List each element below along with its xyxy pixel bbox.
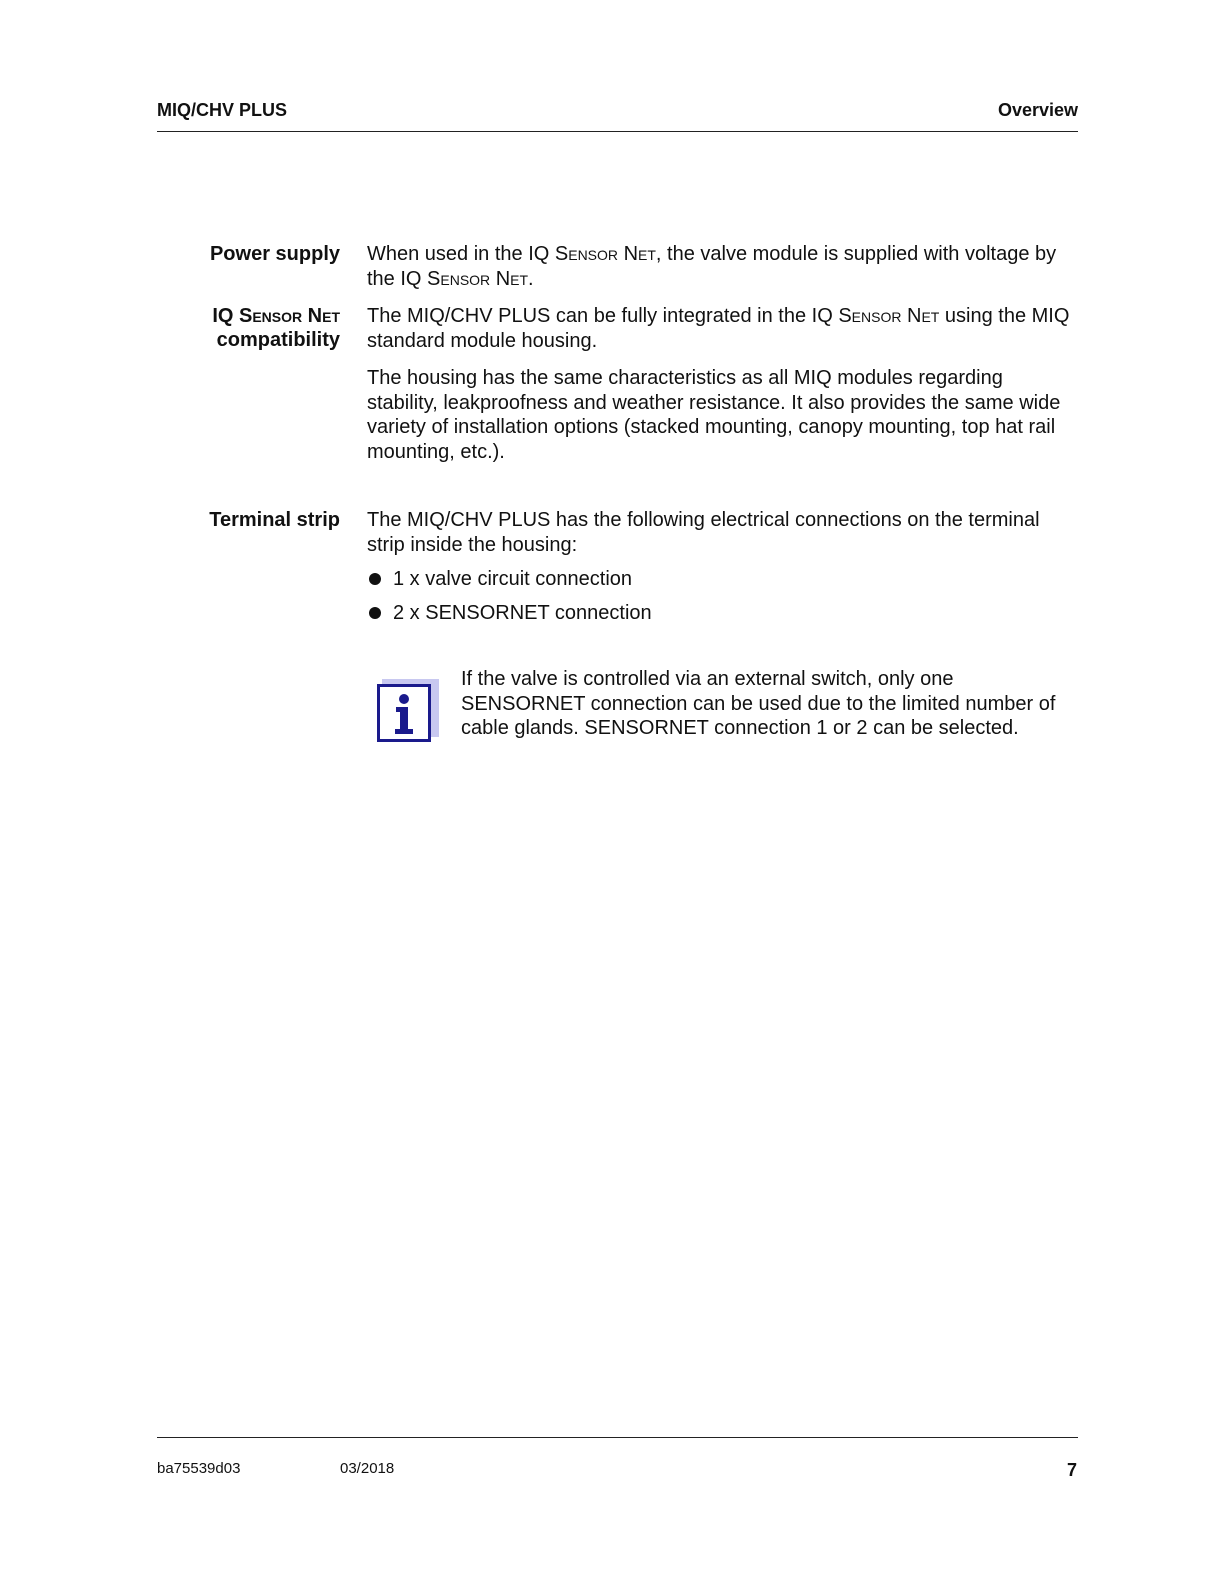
list-item-text: 1 x valve circuit connection [393, 568, 633, 590]
compatibility-text [367, 304, 1079, 464]
sensor-net-term: Sensor Net [838, 305, 940, 327]
power-supply-text [367, 242, 1079, 291]
header-section-title: Overview [997, 100, 1078, 120]
compatibility-paragraph-1 [367, 304, 1079, 353]
sensor-net-term: Sensor Net [427, 267, 529, 290]
bullet-dot [369, 607, 381, 619]
power-supply-label: Power supply [209, 243, 340, 265]
page-number: 7 [1066, 1460, 1077, 1480]
compatibility-paragraph-2: The housing has the same characteristics as all MIQ modules regarding stability, leakproofness and weather resistance. It also provides the same wide variety of installation options (stacked mounting, canopy mounting, top hat rail mounting, etc.). [367, 367, 1061, 463]
power-supply-text-part: , the valve module is supplied with voltage by the IQ [367, 243, 1057, 290]
power-supply-text-part: When used in the IQ [367, 243, 555, 265]
footer-rule [157, 1437, 1078, 1438]
sensor-net-term: Sensor Net [554, 243, 656, 265]
footer-doc-code: ba75539d03 [157, 1460, 241, 1477]
compatibility-text-part: using the MIQ standard module housing. [367, 305, 1070, 352]
terminal-strip-label: Terminal strip [209, 509, 340, 531]
list-item-text: 2 x SENSORNET connection [393, 602, 652, 624]
compatibility-text-part: The MIQ/CHV PLUS can be fully integrated in the IQ [367, 305, 839, 327]
note-text: If the valve is controlled via an external switch, only one SENSORNET connection can be used due to the limited number of cable glands. SENSORNET connection 1 or 2 can be selected. [461, 668, 1056, 739]
info-icon [377, 679, 439, 743]
terminal-strip-intro: The MIQ/CHV PLUS has the following electrical connections on the terminal strip inside the housing: [367, 509, 1040, 556]
header-rule [157, 131, 1078, 132]
sensor-net-term: Sensor Net [238, 305, 340, 327]
compatibility-label-part: IQ [212, 305, 239, 327]
compatibility-label-part: compatibility [216, 329, 340, 351]
header-product-title: MIQ/CHV PLUS [157, 100, 288, 120]
bullet-dot [369, 573, 381, 585]
compatibility-label [140, 304, 340, 352]
footer-date: 03/2018 [340, 1460, 395, 1477]
power-supply-text-part: . [528, 267, 534, 290]
